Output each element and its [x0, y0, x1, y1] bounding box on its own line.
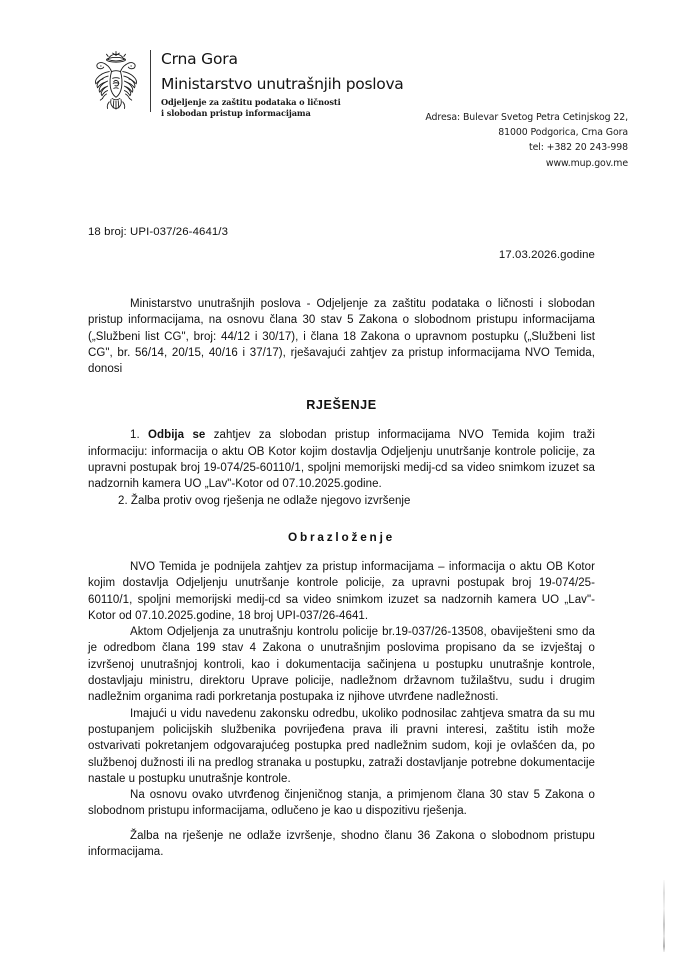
letterhead-text [161, 46, 404, 119]
explanation-paragraph-1: NVO Temida je podnijela zahtjev za pristup informacijama – informacija o aktu OB Kotor kojim dostavlja Odjeljenju unutršanje kontrole policije, za upravni postupak broj 19-074/25-60110/1, spoljni memorijski medij-cd sa video snimkom izuzet sa nadzornih kamera UO „Lav"-Kotor od 07.10.2025.godine, 18 broj UPI-037/26-4641. [88, 560, 595, 622]
department-line-1: Odjeljenje za zaštitu podataka o ličnosti [161, 96, 341, 107]
address-street: Adresa: Bulevar Svetog Petra Cetinjskog 22, [425, 112, 628, 123]
explanation-paragraph-5: Žalba na rješenje ne odlaže izvršenje, shodno članu 36 Zakona o slobodnom pristupu informacijama. [88, 829, 595, 859]
address-city: 81000 Podgorica, Crna Gora [498, 127, 628, 139]
address-website: www.mup.gov.me [545, 157, 628, 169]
decision-item-1 [88, 427, 595, 492]
ministry-name: Ministarstvo unutrašnjih poslova [161, 75, 404, 94]
department-line-2: i slobodan pristup informacijama [161, 107, 311, 118]
scan-edge-artifact [663, 880, 665, 952]
letterhead-divider [150, 50, 151, 112]
explanation-paragraph-2: Aktom Odjeljenja za unutrašnju kontrolu policije br.19-037/26-13508, obaviješteni smo da je odredbom člana 199 stav 4 Zakona o unutrašnjim poslovima propisano da se izvještaj o izvršenoj unutrašnjoj kontroli, kao i dokumentacija sačinjena u postupku unutrašnje kontrole, dostavljaju ministru, direktoru Uprave policije, nadležnom državnom tužilaštvu, sudu i drugim nadležnim organima radi porkretanja postupaka iz njihove utvrđene nadležnosti. [88, 626, 595, 704]
country-name: Crna Gora [161, 50, 238, 68]
address-phone: tel: +382 20 243-998 [529, 142, 628, 154]
explanation-paragraph-4: Na osnovu ovako utvrđenog činjeničnog stanja, a primjenom člana 30 stav 5 Zakona o slobodnom pristupu informacijama, odlučeno je kao u dispozitivu rješenja. [88, 789, 595, 818]
explanation-heading: Obrazloženje [287, 529, 396, 544]
montenegro-coat-of-arms-icon [88, 48, 144, 122]
intro-paragraph: Ministarstvo unutrašnjih poslova - Odjeljenje za zaštitu podataka o ličnosti i slobodan pristup informacijama, na osnovu člana 30 stav 5 Zakona o slobodnom pristupu informacijama („Službeni list CG", broj: 44/12 i 30/17), i člana 18 Zakona o upravnom postupku („Službeni list CG", br. 56/14, 20/15, 40/16 i 37/17), rješavajući zahtjev za pristup informacijama NVO Temida, donosi [88, 298, 595, 376]
decision-item-1-emphasis: Odbija se [148, 429, 206, 442]
decision-item-1-text: zahtjev za slobodan pristup informacijama NVO Temida kojim traži informaciju: informacija o aktu OB Kotor kojim dostavlja Odjeljenju unutršanje kontrole policije, za upravni postupak broj 19-074/25-60110/1, spoljni memorijski medij-cd sa video snimkom izuzet sa nadzornih kamera UO „Lav"-Kotor od 07.10.2025.godine. [88, 429, 596, 491]
decision-heading: RJEŠENJE [306, 398, 377, 413]
decision-item-2: 2. Žalba protiv ovog rješenja ne odlaže njegovo izvršenje [118, 494, 411, 507]
document-date: 17.03.2026.godine [498, 249, 595, 261]
explanation-paragraph-3: Imajući u vidu navedenu zakonsku odredbu, ukoliko podnosilac zahtjeva smatra da su mu postupanjem policijskih službenika povrijeđena prava ili pravni interesi, zaštitu istih može ostvarivati pokretanjem odgovarajućeg postupka pred nadležnim sudom, koji je ovlašćen da, po službenoj dužnosti ili na predlog stranaka u postupku, zatraži dostavljanje potrebne dokumentacije nastale u postupku unutrašnje kontrole. [88, 707, 595, 785]
document-body [88, 296, 595, 860]
address-block [300, 110, 628, 171]
reference-number: 18 broj: UPI-037/26-4641/3 [88, 226, 229, 238]
decision-item-1-number: 1. [130, 429, 149, 442]
